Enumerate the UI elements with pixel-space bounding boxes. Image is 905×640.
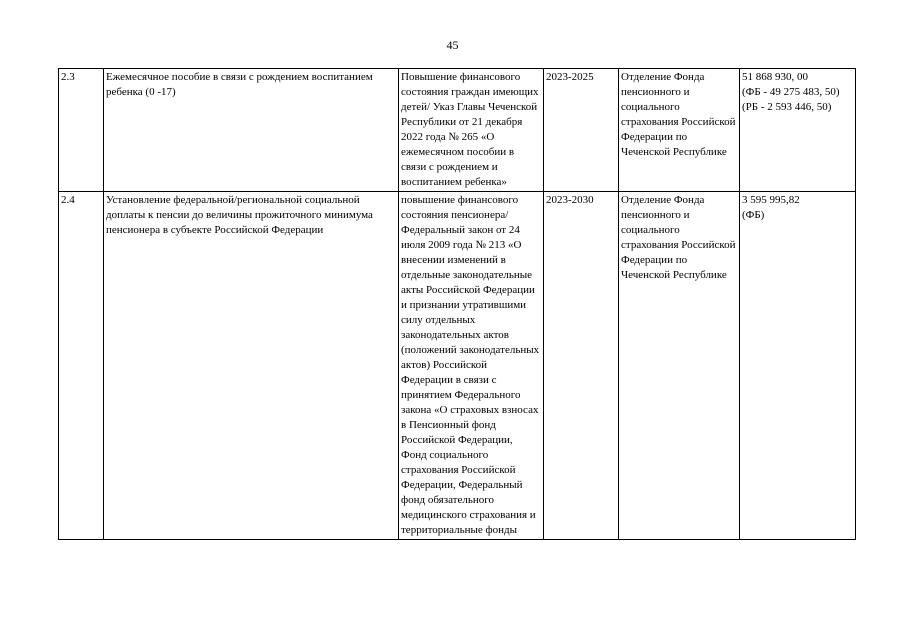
table-row xyxy=(59,192,856,540)
measure-period: 2023-2025 xyxy=(544,69,619,192)
measure-funding xyxy=(740,69,856,192)
funding-regional: (РБ - 2 593 446, 50) xyxy=(742,101,832,113)
measure-goal: Повышение финансового состояния граждан имеющих детей/ Указ Главы Чеченской Республики от 21 декабря 2022 года № 265 «О ежемесячном пособии в связи с рождением и воспитанием ребенка» xyxy=(399,69,544,192)
measure-name: Ежемесячное пособие в связи с рождением воспитанием ребенка (0 -17) xyxy=(104,69,399,192)
measure-goal: повышение финансового состояния пенсионера/ Федеральный закон от 24 июля 2009 года № 213 «О внесении изменений в отдельные законодательные акты Российской Федерации и признании утратившими силу отдельных законодательных актов (положений законодательных актов) Российской Федерации в связи с принятием Федерального закона «О страховых взносах в Пенсионный фонд Российской Федерации, Фонд социального страхования Российской Федерации, Федеральный фонд обязательного медицинского страхования и территориальные фонды xyxy=(399,192,544,540)
funding-federal: (ФБ) xyxy=(742,209,765,221)
measure-executor: Отделение Фонда пенсионного и социального страхования Российской Федерации по Чеченской Республике xyxy=(619,69,740,192)
table-row xyxy=(59,69,856,192)
funding-total: 3 595 995,82 xyxy=(742,194,800,206)
measure-executor: Отделение Фонда пенсионного и социального страхования Российской Федерации по Чеченской Республике xyxy=(619,192,740,540)
funding-federal: (ФБ - 49 275 483, 50) xyxy=(742,86,840,98)
measure-period: 2023-2030 xyxy=(544,192,619,540)
funding-total: 51 868 930, 00 xyxy=(742,71,808,83)
row-number: 2.3 xyxy=(59,69,104,192)
measure-name: Установление федеральной/региональной социальной доплаты к пенсии до величины прожиточного минимума пенсионера в субъекте Российской Федерации xyxy=(104,192,399,540)
measure-funding xyxy=(740,192,856,540)
page-number: 45 xyxy=(446,38,459,52)
row-number: 2.4 xyxy=(59,192,104,540)
measures-table xyxy=(58,68,856,540)
